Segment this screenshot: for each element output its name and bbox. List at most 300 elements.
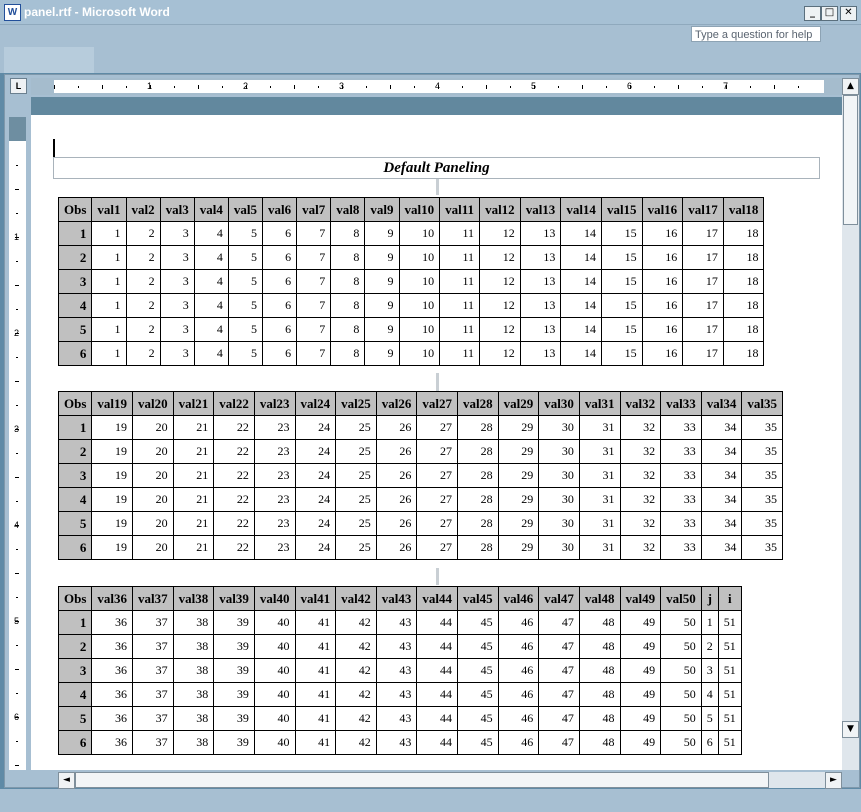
table-cell: 49	[620, 611, 661, 635]
table-cell: 2	[126, 270, 160, 294]
column-header: val23	[254, 392, 295, 416]
table-row	[59, 342, 764, 366]
table-cell: 20	[133, 488, 174, 512]
table-cell: 48	[579, 731, 620, 755]
column-header: val3	[160, 198, 194, 222]
table-cell: 44	[417, 731, 458, 755]
ruler-tick	[16, 597, 18, 598]
table-cell: 17	[683, 342, 724, 366]
ruler-tick	[16, 453, 18, 454]
table-cell: 40	[254, 731, 295, 755]
table-cell: 35	[742, 440, 783, 464]
vertical-scrollbar[interactable]	[842, 78, 859, 770]
table-cell: 35	[742, 464, 783, 488]
table-cell: 45	[458, 659, 499, 683]
column-header: val18	[723, 198, 764, 222]
column-header: val34	[701, 392, 742, 416]
table-cell: 51	[718, 683, 741, 707]
column-header: val29	[498, 392, 539, 416]
column-header: val30	[539, 392, 580, 416]
table-cell: 17	[683, 246, 724, 270]
table-cell: 7	[297, 318, 331, 342]
table-cell: 5	[228, 294, 262, 318]
table-cell: 50	[661, 731, 702, 755]
table-cell: 48	[579, 611, 620, 635]
ruler-tick	[702, 86, 703, 88]
table-header-row	[59, 198, 764, 222]
table-cell: 47	[539, 707, 580, 731]
table-cell: 37	[133, 611, 174, 635]
table-cell: 14	[561, 318, 602, 342]
table-cell: 16	[642, 318, 683, 342]
table-cell: 3	[160, 342, 194, 366]
ruler-tick	[462, 86, 463, 88]
table-cell: 49	[620, 707, 661, 731]
table-cell: 36	[92, 731, 133, 755]
column-header: val8	[331, 198, 365, 222]
text-cursor	[53, 139, 55, 157]
table-cell: 9	[365, 342, 399, 366]
scroll-right-arrow-icon[interactable]: ►	[825, 772, 842, 789]
help-search-input[interactable]: Type a question for help	[691, 26, 821, 42]
column-header: val26	[376, 392, 417, 416]
table-row	[59, 635, 742, 659]
page-top-margin	[31, 97, 842, 115]
table-cell: 36	[92, 611, 133, 635]
data-table-panel-3	[58, 586, 742, 755]
table-cell: 17	[683, 270, 724, 294]
ruler-tick	[15, 765, 19, 766]
ruler-tick	[16, 309, 18, 310]
ruler-tick	[16, 645, 18, 646]
table-header-row	[59, 587, 742, 611]
column-header: val17	[683, 198, 724, 222]
table-cell: 46	[498, 731, 539, 755]
table-cell: 18	[723, 342, 764, 366]
table-cell: 46	[498, 635, 539, 659]
table-cell: 41	[295, 659, 336, 683]
column-header: val50	[661, 587, 702, 611]
word-app-icon[interactable]: W	[4, 4, 21, 21]
table-cell: 33	[661, 416, 702, 440]
table-cell: 26	[376, 464, 417, 488]
table-cell: 29	[498, 512, 539, 536]
obs-cell: 2	[59, 440, 92, 464]
table-cell: 40	[254, 635, 295, 659]
horizontal-ruler[interactable]	[31, 78, 842, 95]
table-cell: 35	[742, 536, 783, 560]
column-header: val47	[539, 587, 580, 611]
table-cell: 33	[661, 512, 702, 536]
table-cell: 33	[661, 440, 702, 464]
ruler-writing-area	[54, 80, 824, 93]
window-title: panel.rtf - Microsoft Word	[24, 5, 170, 19]
ruler-tick	[126, 86, 127, 88]
column-header: Obs	[59, 198, 92, 222]
column-header: i	[718, 587, 741, 611]
table-cell: 21	[173, 416, 214, 440]
close-button[interactable]: ✕	[840, 6, 857, 21]
table-cell: 12	[480, 342, 521, 366]
table-cell: 15	[601, 318, 642, 342]
table-cell: 32	[620, 488, 661, 512]
table-cell: 1	[92, 246, 126, 270]
table-cell: 46	[498, 611, 539, 635]
table-cell: 6	[263, 294, 297, 318]
table-cell: 31	[579, 416, 620, 440]
table-cell: 20	[133, 512, 174, 536]
ruler-tick	[198, 85, 199, 89]
table-cell: 2	[701, 635, 718, 659]
table-cell: 31	[579, 512, 620, 536]
column-header: val13	[520, 198, 561, 222]
table-cell: 14	[561, 246, 602, 270]
table-cell: 3	[160, 222, 194, 246]
column-header: Obs	[59, 392, 92, 416]
table-cell: 22	[214, 440, 255, 464]
table-cell: 16	[642, 342, 683, 366]
ruler-tick	[366, 86, 367, 88]
table-cell: 36	[92, 707, 133, 731]
table-cell: 43	[376, 683, 417, 707]
obs-cell: 5	[59, 512, 92, 536]
table-cell: 5	[701, 707, 718, 731]
data-table-panel-1	[58, 197, 764, 366]
ruler-tick	[16, 213, 18, 214]
table-cell: 24	[295, 512, 336, 536]
document-page[interactable]	[31, 97, 842, 770]
table-cell: 20	[133, 464, 174, 488]
table-cell: 8	[331, 318, 365, 342]
table-cell: 4	[194, 270, 228, 294]
table-cell: 44	[417, 611, 458, 635]
table-cell: 15	[601, 246, 642, 270]
table-cell: 29	[498, 464, 539, 488]
table-cell: 26	[376, 488, 417, 512]
table-cell: 35	[742, 512, 783, 536]
table-cell: 18	[723, 318, 764, 342]
column-header: val38	[173, 587, 214, 611]
table-cell: 32	[620, 512, 661, 536]
obs-cell: 6	[59, 342, 92, 366]
table-cell: 38	[173, 683, 214, 707]
ruler-number: 5	[531, 81, 537, 91]
column-header: val45	[458, 587, 499, 611]
table-cell: 39	[214, 731, 255, 755]
table-cell: 12	[480, 246, 521, 270]
table-cell: 46	[498, 683, 539, 707]
table-row	[59, 731, 742, 755]
ruler-tick	[15, 573, 19, 574]
table-cell: 17	[683, 294, 724, 318]
table-cell: 13	[520, 270, 561, 294]
table-row	[59, 318, 764, 342]
table-cell: 19	[92, 512, 133, 536]
table-cell: 1	[92, 342, 126, 366]
title-bar	[0, 0, 861, 25]
table-cell: 25	[336, 512, 377, 536]
table-cell: 9	[365, 246, 399, 270]
table-row	[59, 707, 742, 731]
table-cell: 9	[365, 318, 399, 342]
table-row	[59, 536, 783, 560]
table-cell: 47	[539, 683, 580, 707]
table-cell: 2	[126, 222, 160, 246]
table-cell: 36	[92, 683, 133, 707]
table-cell: 46	[498, 659, 539, 683]
table-cell: 19	[92, 536, 133, 560]
table-cell: 13	[520, 342, 561, 366]
table-cell: 15	[601, 270, 642, 294]
table-cell: 40	[254, 611, 295, 635]
column-header: val37	[133, 587, 174, 611]
horizontal-scrollbar[interactable]	[58, 772, 842, 788]
table-cell: 9	[365, 294, 399, 318]
ruler-tick	[510, 86, 511, 88]
table-cell: 33	[661, 536, 702, 560]
table-cell: 31	[579, 440, 620, 464]
table-cell: 4	[194, 318, 228, 342]
column-header: val2	[126, 198, 160, 222]
obs-cell: 1	[59, 222, 92, 246]
table-cell: 7	[297, 222, 331, 246]
table-cell: 15	[601, 342, 642, 366]
table-cell: 4	[194, 342, 228, 366]
scroll-up-arrow-icon[interactable]: ▲	[842, 78, 859, 95]
table-cell: 1	[701, 611, 718, 635]
column-header: val32	[620, 392, 661, 416]
table-cell: 43	[376, 611, 417, 635]
obs-cell: 6	[59, 731, 92, 755]
table-cell: 28	[458, 488, 499, 512]
ruler-tick	[16, 741, 18, 742]
table-cell: 34	[701, 536, 742, 560]
table-cell: 4	[194, 294, 228, 318]
ruler-tick	[15, 669, 19, 670]
column-header: val21	[173, 392, 214, 416]
table-cell: 48	[579, 707, 620, 731]
table-cell: 21	[173, 440, 214, 464]
table-cell: 13	[520, 294, 561, 318]
table-cell: 38	[173, 635, 214, 659]
ruler-tick	[16, 693, 18, 694]
scroll-left-arrow-icon[interactable]: ◄	[58, 772, 75, 789]
table-cell: 12	[480, 222, 521, 246]
table-cell: 45	[458, 683, 499, 707]
table-cell: 49	[620, 683, 661, 707]
table-cell: 28	[458, 440, 499, 464]
vertical-ruler[interactable]	[9, 117, 26, 770]
table-cell: 23	[254, 440, 295, 464]
table-cell: 22	[214, 488, 255, 512]
table-cell: 21	[173, 536, 214, 560]
ruler-tick	[318, 86, 319, 88]
table-cell: 6	[263, 318, 297, 342]
table-cell: 50	[661, 707, 702, 731]
vertical-scroll-thumb[interactable]	[843, 95, 858, 225]
table-cell: 11	[440, 342, 480, 366]
table-cell: 44	[417, 635, 458, 659]
ruler-tick	[174, 86, 175, 88]
table-cell: 13	[520, 246, 561, 270]
maximize-button[interactable]: □	[821, 6, 838, 21]
table-cell: 10	[399, 270, 440, 294]
column-header: val11	[440, 198, 480, 222]
table-cell: 37	[133, 731, 174, 755]
table-cell: 22	[214, 464, 255, 488]
table-cell: 14	[561, 222, 602, 246]
table-cell: 2	[126, 246, 160, 270]
table-cell: 3	[160, 294, 194, 318]
table-cell: 27	[417, 440, 458, 464]
table-cell: 10	[399, 342, 440, 366]
column-header: val36	[92, 587, 133, 611]
table-cell: 37	[133, 635, 174, 659]
ruler-tick	[606, 86, 607, 88]
table-cell: 42	[336, 611, 377, 635]
table-cell: 12	[480, 270, 521, 294]
table-cell: 27	[417, 488, 458, 512]
table-cell: 19	[92, 416, 133, 440]
table-cell: 48	[579, 683, 620, 707]
column-header: val27	[417, 392, 458, 416]
table-cell: 29	[498, 440, 539, 464]
table-cell: 18	[723, 270, 764, 294]
table-cell: 44	[417, 659, 458, 683]
table-row	[59, 512, 783, 536]
table-cell: 25	[336, 416, 377, 440]
ruler-number: 6	[627, 81, 633, 91]
table-cell: 51	[718, 731, 741, 755]
column-header: val9	[365, 198, 399, 222]
table-cell: 47	[539, 635, 580, 659]
table-cell: 5	[228, 246, 262, 270]
column-header: val15	[601, 198, 642, 222]
table-cell: 7	[297, 294, 331, 318]
ruler-tick	[294, 85, 295, 89]
table-cell: 11	[440, 246, 480, 270]
document-title: Default Paneling	[53, 157, 820, 179]
table-cell: 31	[579, 488, 620, 512]
table-cell: 11	[440, 222, 480, 246]
table-cell: 15	[601, 222, 642, 246]
minimize-button[interactable]: _	[804, 6, 821, 21]
column-header: val1	[92, 198, 126, 222]
table-cell: 21	[173, 512, 214, 536]
column-header: j	[701, 587, 718, 611]
column-header: val41	[295, 587, 336, 611]
table-cell: 10	[399, 318, 440, 342]
table-cell: 26	[376, 536, 417, 560]
tab-selector-button[interactable]: L	[10, 78, 27, 94]
table-cell: 40	[254, 659, 295, 683]
table-cell: 40	[254, 683, 295, 707]
table-cell: 33	[661, 488, 702, 512]
table-connector	[436, 179, 439, 195]
table-cell: 24	[295, 440, 336, 464]
table-cell: 27	[417, 416, 458, 440]
table-row	[59, 659, 742, 683]
table-cell: 43	[376, 707, 417, 731]
table-cell: 36	[92, 635, 133, 659]
table-cell: 9	[365, 270, 399, 294]
table-cell: 26	[376, 416, 417, 440]
table-cell: 34	[701, 488, 742, 512]
table-cell: 33	[661, 464, 702, 488]
table-cell: 1	[92, 318, 126, 342]
horizontal-scroll-thumb[interactable]	[75, 772, 769, 788]
table-cell: 51	[718, 707, 741, 731]
ruler-tick	[15, 381, 19, 382]
table-cell: 45	[458, 707, 499, 731]
scroll-down-arrow-icon[interactable]: ▼	[842, 721, 859, 738]
table-cell: 26	[376, 440, 417, 464]
ruler-number: 1	[147, 81, 153, 91]
obs-cell: 6	[59, 536, 92, 560]
table-cell: 5	[228, 270, 262, 294]
table-cell: 42	[336, 659, 377, 683]
table-cell: 47	[539, 659, 580, 683]
obs-cell: 3	[59, 464, 92, 488]
table-cell: 38	[173, 611, 214, 635]
ruler-tick	[16, 501, 18, 502]
table-cell: 22	[214, 416, 255, 440]
table-cell: 24	[295, 464, 336, 488]
table-row	[59, 246, 764, 270]
table-header-row	[59, 392, 783, 416]
table-cell: 39	[214, 707, 255, 731]
table-cell: 27	[417, 464, 458, 488]
table-cell: 24	[295, 536, 336, 560]
column-header: val7	[297, 198, 331, 222]
table-cell: 25	[336, 488, 377, 512]
ruler-tick	[486, 85, 487, 89]
obs-cell: 1	[59, 416, 92, 440]
table-cell: 39	[214, 611, 255, 635]
ruler-tick	[16, 261, 18, 262]
table-cell: 28	[458, 536, 499, 560]
table-cell: 8	[331, 294, 365, 318]
obs-cell: 4	[59, 488, 92, 512]
ruler-tick	[582, 85, 583, 89]
column-header: val14	[561, 198, 602, 222]
table-row	[59, 683, 742, 707]
table-cell: 14	[561, 270, 602, 294]
table-cell: 2	[126, 294, 160, 318]
table-cell: 30	[539, 416, 580, 440]
data-table-panel-2	[58, 391, 783, 560]
table-cell: 49	[620, 635, 661, 659]
table-cell: 3	[160, 270, 194, 294]
table-cell: 27	[417, 512, 458, 536]
table-cell: 51	[718, 611, 741, 635]
column-header: val25	[336, 392, 377, 416]
table-cell: 27	[417, 536, 458, 560]
menu-toolbar-area	[0, 25, 861, 73]
table-cell: 1	[92, 294, 126, 318]
table-cell: 32	[620, 416, 661, 440]
table-cell: 10	[399, 222, 440, 246]
table-cell: 45	[458, 731, 499, 755]
ruler-tick	[222, 86, 223, 88]
table-connector	[436, 568, 439, 585]
column-header: val43	[376, 587, 417, 611]
table-cell: 30	[539, 488, 580, 512]
table-cell: 35	[742, 416, 783, 440]
table-cell: 44	[417, 707, 458, 731]
table-cell: 43	[376, 731, 417, 755]
column-header: val28	[458, 392, 499, 416]
